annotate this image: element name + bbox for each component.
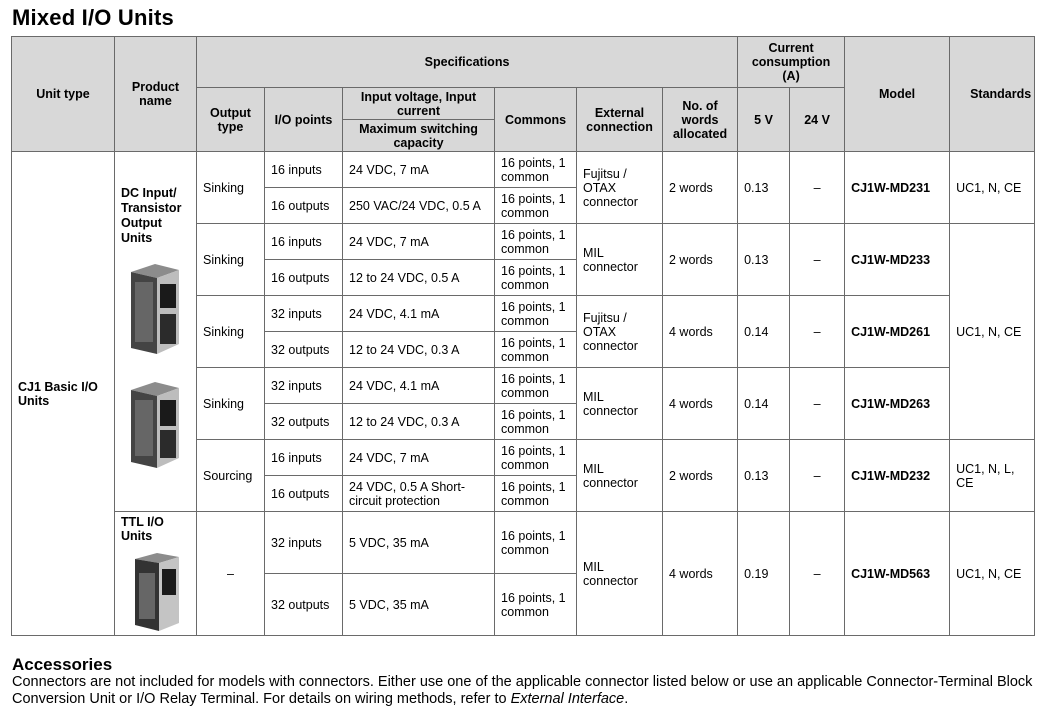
connection-cell: MIL connector [577, 224, 663, 296]
commons-cell: 16 points, 1 common [495, 440, 577, 476]
model-cell: CJ1W-MD563 [845, 512, 950, 636]
commons-cell: 16 points, 1 common [495, 368, 577, 404]
current-5v-cell: 0.13 [738, 224, 790, 296]
table-row [12, 512, 1035, 574]
header-model: Model [845, 37, 950, 152]
commons-cell: 16 points, 1 common [495, 296, 577, 332]
accessories-text [12, 674, 1038, 708]
spec-cell: 24 VDC, 4.1 mA [343, 368, 495, 404]
header-standards: Standards [950, 37, 1035, 152]
output-type-cell: – [197, 512, 265, 636]
spec-cell: 24 VDC, 7 mA [343, 152, 495, 188]
spec-cell: 12 to 24 VDC, 0.3 A [343, 404, 495, 440]
product-dc-cell [115, 152, 197, 512]
ttl-unit-image [131, 551, 183, 635]
current-24v-cell: – [790, 296, 845, 368]
io-points-cell: 32 inputs [265, 368, 343, 404]
model-cell: CJ1W-MD232 [845, 440, 950, 512]
model-cell: CJ1W-MD233 [845, 224, 950, 296]
product-dc-label: DC Input/ Transistor Output Units [121, 186, 182, 245]
header-specifications: Specifications [197, 37, 738, 88]
io-points-cell: 32 outputs [265, 404, 343, 440]
io-points-cell: 32 outputs [265, 574, 343, 636]
table-row [12, 152, 1035, 188]
io-points-cell: 16 outputs [265, 260, 343, 296]
output-type-cell: Sinking [197, 368, 265, 440]
connection-cell: Fujitsu / OTAX connector [577, 296, 663, 368]
external-interface-reference: External Interface [510, 691, 625, 707]
model-cell: CJ1W-MD231 [845, 152, 950, 224]
commons-cell: 16 points, 1 common [495, 404, 577, 440]
spec-cell: 24 VDC, 7 mA [343, 224, 495, 260]
current-5v-cell: 0.14 [738, 368, 790, 440]
header-input-voltage: Input voltage, Input current [343, 88, 495, 120]
spec-cell: 24 VDC, 4.1 mA [343, 296, 495, 332]
unit-type-cell: CJ1 Basic I/O Units [12, 152, 115, 636]
spec-cell: 250 VAC/24 VDC, 0.5 A [343, 188, 495, 224]
io-points-cell: 32 inputs [265, 296, 343, 332]
accessories-title: Accessories [12, 655, 113, 674]
io-points-cell: 16 outputs [265, 476, 343, 512]
connection-cell: MIL connector [577, 512, 663, 636]
page-title: Mixed I/O Units [12, 5, 174, 30]
connection-cell: MIL connector [577, 368, 663, 440]
output-type-cell: Sinking [197, 224, 265, 296]
current-24v-cell: – [790, 368, 845, 440]
spec-cell: 5 VDC, 35 mA [343, 574, 495, 636]
commons-cell: 16 points, 1 common [495, 260, 577, 296]
commons-cell: 16 points, 1 common [495, 476, 577, 512]
header-product-name: Product name [115, 37, 197, 152]
model-cell: CJ1W-MD261 [845, 296, 950, 368]
spec-cell: 24 VDC, 0.5 A Short-circuit protection [343, 476, 495, 512]
words-cell: 4 words [663, 368, 738, 440]
current-5v-cell: 0.13 [738, 152, 790, 224]
header-output-type: Output type [197, 88, 265, 152]
commons-cell: 16 points, 1 common [495, 152, 577, 188]
product-ttl-cell [115, 512, 197, 636]
header-words-allocated: No. of words allocated [663, 88, 738, 152]
words-cell: 4 words [663, 512, 738, 636]
standards-cell: UC1, N, CE [950, 152, 1035, 224]
model-cell: CJ1W-MD263 [845, 368, 950, 440]
connection-cell: MIL connector [577, 440, 663, 512]
current-24v-cell: – [790, 440, 845, 512]
connection-cell: Fujitsu / OTAX connector [577, 152, 663, 224]
accessories-end: . [624, 691, 629, 707]
words-cell: 2 words [663, 224, 738, 296]
header-max-switching: Maximum switching capacity [343, 120, 495, 152]
header-commons: Commons [495, 88, 577, 152]
current-24v-cell: – [790, 512, 845, 636]
commons-cell: 16 points, 1 common [495, 224, 577, 260]
product-ttl-label: TTL I/O Units [121, 515, 164, 543]
spec-cell: 24 VDC, 7 mA [343, 440, 495, 476]
words-cell: 4 words [663, 296, 738, 368]
current-24v-cell: – [790, 224, 845, 296]
io-points-cell: 16 outputs [265, 188, 343, 224]
spec-cell: 12 to 24 VDC, 0.3 A [343, 332, 495, 368]
commons-cell: 16 points, 1 common [495, 332, 577, 368]
header-current-consumption: Current consumption (A) [738, 37, 845, 88]
commons-cell: 16 points, 1 common [495, 574, 577, 636]
dc-unit-image-1 [127, 262, 183, 358]
current-5v-cell: 0.13 [738, 440, 790, 512]
header-unit-type: Unit type [12, 37, 115, 152]
io-points-cell: 32 outputs [265, 332, 343, 368]
accessories-body: Connectors are not included for models with connectors. Either use one of the applicable connector listed below or use an applicable Connector-Terminal Block Conversion Unit or I/O Relay Terminal. For details on wiring methods, refer to [12, 674, 1033, 707]
output-type-cell: Sinking [197, 296, 265, 368]
spec-cell: 12 to 24 VDC, 0.5 A [343, 260, 495, 296]
header-external-connection: External connection [577, 88, 663, 152]
mixed-io-units-table [11, 36, 1035, 636]
standards-cell: UC1, N, CE [950, 224, 1035, 440]
io-points-cell: 16 inputs [265, 152, 343, 188]
header-io-points: I/O points [265, 88, 343, 152]
io-points-cell: 16 inputs [265, 440, 343, 476]
io-points-cell: 16 inputs [265, 224, 343, 260]
header-5v: 5 V [738, 88, 790, 152]
commons-cell: 16 points, 1 common [495, 512, 577, 574]
dc-unit-image-2 [127, 380, 183, 472]
current-24v-cell: – [790, 152, 845, 224]
current-5v-cell: 0.19 [738, 512, 790, 636]
header-24v: 24 V [790, 88, 845, 152]
output-type-cell: Sinking [197, 152, 265, 224]
output-type-cell: Sourcing [197, 440, 265, 512]
standards-cell: UC1, N, L, CE [950, 440, 1035, 512]
spec-cell: 5 VDC, 35 mA [343, 512, 495, 574]
current-5v-cell: 0.14 [738, 296, 790, 368]
commons-cell: 16 points, 1 common [495, 188, 577, 224]
words-cell: 2 words [663, 152, 738, 224]
words-cell: 2 words [663, 440, 738, 512]
standards-cell: UC1, N, CE [950, 512, 1035, 636]
io-points-cell: 32 inputs [265, 512, 343, 574]
